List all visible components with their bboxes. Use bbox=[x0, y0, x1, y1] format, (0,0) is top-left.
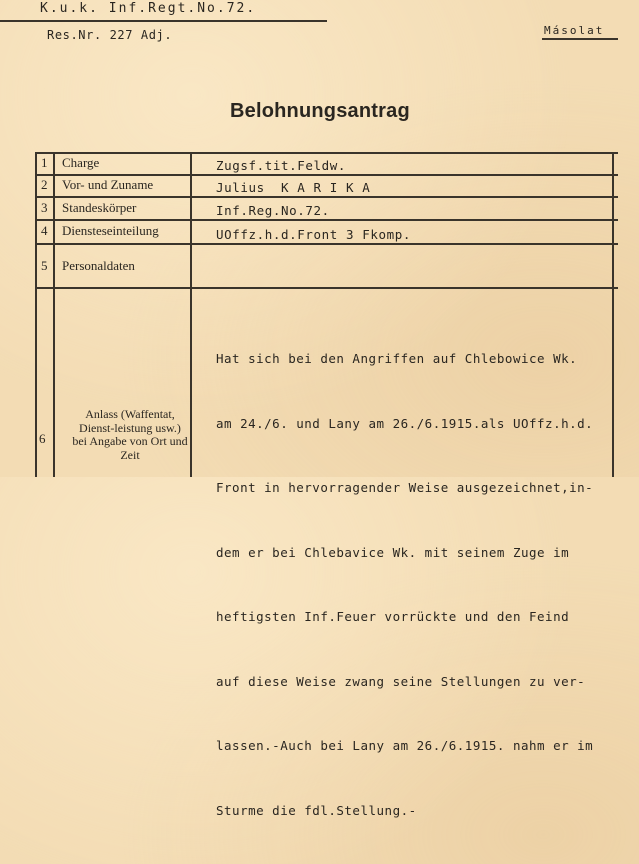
row-label: Standeskörper bbox=[62, 200, 137, 215]
header-rule bbox=[0, 20, 327, 22]
row-number: 3 bbox=[41, 200, 48, 215]
narrative-line: Front in hervorragender Weise ausgezeichnet,in- bbox=[216, 480, 594, 495]
row-label: Personaldaten bbox=[62, 258, 135, 273]
table-top-rule bbox=[35, 152, 618, 154]
row-number: 6 bbox=[39, 431, 46, 446]
row-number: 1 bbox=[41, 155, 48, 170]
table-left-rule bbox=[35, 152, 37, 477]
row-number: 5 bbox=[41, 258, 48, 273]
row-value: Inf.Reg.No.72. bbox=[216, 203, 330, 218]
row-divider bbox=[35, 243, 618, 245]
row-value: Zugsf.tit.Feldw. bbox=[216, 158, 347, 173]
narrative-line: dem er bei Chlebavice Wk. mit seinem Zuge im bbox=[216, 544, 570, 560]
row-label: Charge bbox=[62, 155, 100, 170]
row-number: 4 bbox=[41, 223, 48, 238]
label-column-rule bbox=[190, 152, 192, 477]
narrative-line: auf diese Weise zwang seine Stellungen zu ver- bbox=[216, 673, 586, 689]
copy-stamp: Másolat bbox=[544, 24, 605, 37]
narrative-line: lassen.-Auch bei Lany am 26./6.1915. nahm er im bbox=[216, 738, 594, 753]
document-title: Belohnungsantrag bbox=[230, 100, 410, 122]
row-value: Julius K A R I K A bbox=[216, 180, 371, 195]
reference-number: Res.Nr. 227 Adj. bbox=[47, 28, 173, 42]
row-label: Vor- und Zuname bbox=[62, 177, 154, 192]
narrative-line: Hat sich bei den Angriffen auf Chlebowice Wk. bbox=[216, 351, 578, 366]
row-divider bbox=[35, 196, 618, 198]
narrative-line: Sturme die fdl.Stellung.- bbox=[216, 802, 417, 818]
row-number: 2 bbox=[41, 177, 48, 192]
number-column-rule bbox=[53, 152, 55, 477]
table-right-rule bbox=[612, 152, 614, 477]
narrative-line: am 24./6. und Lany am 26./6.1915.als UOffz.h.d. bbox=[216, 415, 594, 431]
row-label: Diensteseinteilung bbox=[62, 223, 159, 238]
row-divider bbox=[35, 174, 618, 176]
narrative-line: heftigsten Inf.Feuer vorrückte und den Feind bbox=[216, 609, 570, 624]
row-label: Anlass (Waffentat, Dienst-leistung usw.) bei Angabe von Ort und Zeit bbox=[72, 407, 188, 462]
copy-stamp-underline bbox=[542, 38, 618, 40]
row-value: UOffz.h.d.Front 3 Fkomp. bbox=[216, 227, 412, 242]
row-divider bbox=[35, 287, 618, 289]
regiment-header: K.u.k. Inf.Regt.No.72. bbox=[40, 1, 257, 16]
row-divider bbox=[35, 219, 618, 221]
narrative-text bbox=[216, 305, 593, 864]
